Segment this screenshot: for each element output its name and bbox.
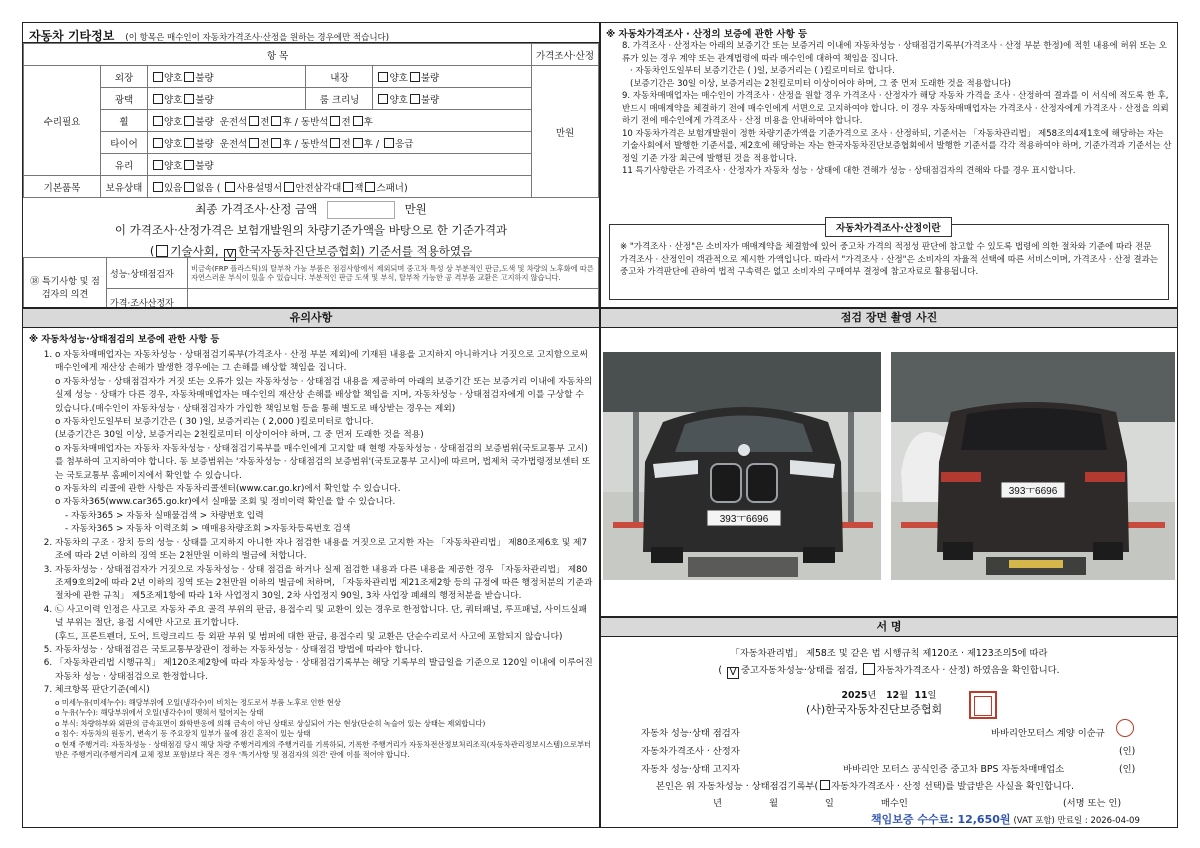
note-2: 2. 자동차의 구조 · 장치 등의 성능 · 상태를 고지하지 아니한 자나 점검한 내용을 거짓으로 고지한 자는 「자동차관리법」 제80조제6호 및 제7조에 따라 2년 이하의 징역 또는 2천만원 이하의 벌금에 처합니다. <box>55 537 593 564</box>
tire-bad-checkbox[interactable] <box>184 138 194 148</box>
final-price-unit: 만원 <box>404 202 427 216</box>
rear-plate-text: 393ㅜ6696 <box>1008 486 1058 497</box>
glass-good-checkbox[interactable] <box>153 160 163 170</box>
opt-good: 양호 <box>164 160 183 172</box>
possession-options: 있음 없음 ( 사용설명서 안전삼각대 잭 스패너) <box>148 176 532 198</box>
row-glossy: 광택 <box>101 88 148 110</box>
wheel-pass-rear-checkbox[interactable] <box>353 116 363 126</box>
rear-car-image <box>891 352 1175 580</box>
possess-yes: 있음 <box>164 182 183 194</box>
triangle-label: 안전삼각대 <box>295 182 342 194</box>
front-plate-text: 393ㅜ6696 <box>719 514 769 525</box>
price-value-cell: 만원 <box>532 66 599 198</box>
front-car-image <box>603 352 881 580</box>
sig-pricing-checkbox[interactable] <box>863 663 875 675</box>
room-bad-checkbox[interactable] <box>410 94 420 104</box>
opt-bad: 불량 <box>195 160 214 172</box>
note-7d: o 침수: 자동차의 원동기, 변속기 등 주요장치 일부가 물에 잠긴 흔적이 있는 상태 <box>55 729 311 739</box>
note-1c: o 자동차인도일부터 보증기간은 ( 30 )일, 보증거리는 ( 2,000 )킬로미터로 합니다. <box>55 417 374 428</box>
price-definition-title: 자동차가격조사·산정이란 <box>825 217 952 237</box>
front-car-photo <box>603 352 881 580</box>
sig-buyer-day: 일 <box>824 798 834 809</box>
sig-buyer-year: 년 <box>713 798 722 809</box>
sig-month-unit: 월 <box>899 690 909 701</box>
opt-good: 양호 <box>164 72 183 84</box>
final-price-row <box>23 199 599 220</box>
note-1e: o 자동차매매업자는 자동차 자동차성능 · 상태점검기록부를 매수인에게 고지할 때 현행 자동차성능 · 상태점검의 보증범위(국토교통부 고시)를 첨부하여 고지하여야 합니다. 동 보증범위는 '자동차성능 · 상태점검의 보증범위'(국토교통부 고시)에 따르며, 법제처 국가법령정보센터 또는 국토교통부 홈페이지에서 확인할 수 있습니다. <box>55 443 591 481</box>
wheel-driver-front-checkbox[interactable] <box>249 116 259 126</box>
signature-section <box>600 636 1178 828</box>
tire-pass-rear-checkbox[interactable] <box>353 138 363 148</box>
price-definition-text: ※ "가격조사 · 산정"은 소비자가 매매계약을 체결함에 있어 중고차 가격의 적정성 판단에 참고할 수 있도록 법령에 의한 절차와 기준에 따라 전문 가격조사 · 산정인이 객관적으로 제시한 가액입니다. 따라서 "가격조사 · 산정"은 소비자의 자율적 선택에 따른 서비스이며, 가격조사 · 산정 결과는 중고차 가격판단에 관하여 법적 구속력은 없고 소비자의 구매여부 결정에 참고자료로 활용됩니다. <box>620 242 1158 277</box>
opt-bad: 불량 <box>195 94 214 106</box>
note-4a: 4. ㉡ 사고이력 인정은 사고로 자동차 주요 골격 부위의 판금, 용접수리 및 교환이 있는 경우로 한정합니다. 단, 쿼터패널, 루프패널, 사이드실패널 부위는 절단, 용접 시에만 사고로 표기합니다. <box>55 604 587 629</box>
jack-checkbox[interactable] <box>343 182 353 192</box>
sig-pricer-seal: (인) <box>1119 746 1136 757</box>
exterior-options <box>148 66 306 88</box>
manual-checkbox[interactable] <box>225 182 235 192</box>
front-label: 전 <box>260 138 270 150</box>
front-label: 전 <box>260 116 270 128</box>
note-1f: o 자동차의 리콜에 관한 사항은 자동차리콜센터(www.car.go.kr)에서 확인할 수 있습니다. <box>55 484 401 495</box>
pg-p8c: (보증기간은 30일 이상, 보증거리는 2천킬로미터 이상이어야 하며, 그 중 먼저 도래한 것을 적용합니다) <box>630 78 1011 89</box>
tire-pass-front-checkbox[interactable] <box>330 138 340 148</box>
basis-text: 이 가격조사·산정가격은 보험개발원의 차량기준가액을 바탕으로 한 기준가격과 <box>114 223 508 237</box>
notes-section <box>22 327 600 828</box>
sig-receipt-a: 본인은 위 자동차성능 · 상태점검기록부( <box>656 781 819 792</box>
wheel-options: 양호 불량 운전석 전 후 / 동반석 전 후 <box>148 110 532 132</box>
pg-p11: 11 특기사항란은 가격조사 · 산정자가 자동차 성능 · 상태에 대한 견해가 성능 · 상태점검자의 견해와 다를 경우 표시합니다. <box>622 166 1076 176</box>
sig-buyer-line <box>713 795 1173 809</box>
driver-label: 운전석 <box>219 138 248 150</box>
pg-p10: 10 자동차가격은 보험개발원이 정한 차량기준가액을 기준가격으로 조사 · 산정하되, 기준서는 「자동차관리법」 제58조의4제1호에 해당하는 자는 기술사회에서 발행한 기준서를, 제2호에 해당하는 자는 한국자동차진단보증협회에서 발행한 기준서를 각각 적용하여야 하며, 기준가격과 기준서는 산정일 기준 가장 최근에 발행된 것을 적용합니다. <box>622 128 1172 164</box>
sig-pricer-label: 자동차가격조사 · 산정자 <box>641 746 740 757</box>
tire-options: 양호 불량 운전석 전 후 / 동반석 전 후 / 응급 <box>148 132 532 154</box>
row-glass: 유리 <box>101 154 148 176</box>
glossy-good-checkbox[interactable] <box>153 94 163 104</box>
basis-opt2-checkbox[interactable]: V <box>224 249 236 261</box>
note-7a: o 미세누유(미세누수): 해당부위에 오일(냉각수)이 비치는 정도로서 부품 노후로 인한 현상 <box>55 697 341 707</box>
spanner-label: 스패너 <box>376 182 404 194</box>
triangle-checkbox[interactable] <box>284 182 294 192</box>
notes-header: 유의사항 <box>22 308 600 328</box>
other-info-note: (이 항목은 매수인이 자동차가격조사·산정을 원하는 경우에만 적습니다) <box>125 33 390 43</box>
opinion-price-label: 가격·조사산정자 <box>107 289 188 309</box>
sig-inspector-label: 자동차 성능·상태 점검자 <box>641 728 740 739</box>
price-guarantee-body <box>606 40 1172 178</box>
sig-fee-line <box>871 811 1140 827</box>
opt-good: 양호 <box>164 116 183 128</box>
sig-date <box>601 687 1177 701</box>
note-5: 5. 자동차성능 · 상태점검은 국토교통부장관이 정하는 자동차성능 · 상태점검 방법에 따라야 합니다. <box>55 644 593 657</box>
opinion-table <box>23 257 599 308</box>
opinion-perf-text: 비금속(FRP 플라스틱)의 탈부착 가능 부품은 점검사항에서 제외되며 중고차 특성 상 부분적인 판금,도색 및 차량의 노후화에 따른 자연스러운 부식이 있을 수 있습니다. 부분적인 판금 도색 및 부식, 탈부착 가능한 공 격부품 교환은 고지하지 않습니다. <box>188 258 599 289</box>
exterior-bad-checkbox[interactable] <box>184 72 194 82</box>
sig-receipt-checkbox[interactable] <box>820 780 830 790</box>
rear-label: 후 <box>282 138 292 150</box>
note-7-title: 7. 체크항목 판단기준(예시) <box>55 685 150 696</box>
rear-label: 후 <box>282 116 292 128</box>
note-1d: (보증기간은 30일 이상, 보증거리는 2천킬로미터 이상이어야 하며, 그 중 먼저 도래한 것을 적용) <box>55 430 424 441</box>
possess-no-checkbox[interactable] <box>184 182 194 192</box>
sig-assoc: (사)한국자동차진단보증협회 <box>806 703 943 716</box>
row-interior: 내장 <box>306 66 373 88</box>
manual-label: 사용설명서 <box>236 182 283 194</box>
row-possession: 보유상태 <box>101 176 148 198</box>
sig-fee-label: 책임보증 수수료: 12,650원 <box>871 813 1011 826</box>
notes-title: ※ 자동차성능·상태점검의 보증에 관한 사항 등 <box>29 334 220 345</box>
passenger-label: 동반석 <box>300 138 329 150</box>
tire-driver-front-checkbox[interactable] <box>249 138 259 148</box>
glossy-options <box>148 88 306 110</box>
note-7-items <box>55 698 593 761</box>
sig-buyer-sign: (서명 또는 인) <box>1063 798 1122 809</box>
final-price-block <box>23 199 599 263</box>
price-guarantee-section <box>600 22 1178 308</box>
sig-notifier-seal: (인) <box>1119 764 1136 775</box>
tire-driver-rear-checkbox[interactable] <box>271 138 281 148</box>
other-info-section <box>22 22 600 308</box>
possess-no: 없음 <box>195 182 214 194</box>
sig-law-line: 「자동차관리법」 제58조 및 같은 법 시행규칙 제120조 · 제123조의5에 따라 <box>730 648 1048 659</box>
pg-p8: 8. 가격조사 · 산정자는 아래의 보증기간 또는 보증거리 이내에 자동차성능 · 상태점검기록부(가격조사 · 산정 부분 한정)에 적힌 내용에 허위 또는 오류가 있는 경우 계약 또는 관계법령에 따라 매수인에 대하여 책임을 집니다. <box>622 41 1167 64</box>
sig-fee-note: (VAT 포함) 만료일 : 2026-04-09 <box>1013 816 1140 826</box>
rear-car-photo <box>891 352 1175 580</box>
wheel-good-checkbox[interactable] <box>153 116 163 126</box>
col-item-header: 항 목 <box>24 44 532 66</box>
opt-good: 양호 <box>164 94 183 106</box>
col-price-header: 가격조사·산정 <box>532 44 599 66</box>
opinion-price-text <box>188 289 599 309</box>
interior-bad-checkbox[interactable] <box>410 72 420 82</box>
price-guarantee-title: ※ 자동차가격조사 · 산정의 보증에 관한 사항 등 <box>606 29 808 40</box>
price-definition-box <box>609 224 1169 300</box>
wheel-driver-rear-checkbox[interactable] <box>271 116 281 126</box>
note-1h: - 자동차365 > 자동차 실매물검색 > 차량번호 입력 <box>65 510 264 521</box>
note-4 <box>55 604 593 644</box>
glass-options <box>148 154 532 176</box>
sig-year-unit: 년 <box>867 690 877 701</box>
notes-list <box>29 349 593 761</box>
glass-bad-checkbox[interactable] <box>184 160 194 170</box>
note-3: 3. 자동차성능 · 상태점검자가 거짓으로 자동차성능 · 상태 점검을 하거나 실제 점검한 내용과 다른 내용을 제공한 경우 「자동차관리법」 제80조제9호의2에 따라 2년 이하의 징역 또는 2천만원 이하의 벌금에 처하며, 「자동차관리법 제21조제2항 등의 규정에 따른 행정처분의 기준과 절차에 관한 규칙」 제5조제1항에 따라 1차 사업정지 30일, 2차 사업정지 90일, 3차 사업장 폐쇄의 행정처분을 받습니다. <box>55 564 593 604</box>
final-price-input[interactable] <box>327 201 395 219</box>
rear-label: 후 <box>363 138 373 150</box>
sig-notifier-name: 바바리안 모터스 공식인증 중고차 BPS 자동차매매업소 <box>843 764 1065 775</box>
opt-good: 양호 <box>389 94 408 106</box>
final-price-label: 최종 가격조사·산정 금액 <box>195 202 318 216</box>
sig-receipt-b: 자동차가격조사 · 산정 선택)를 발급받은 사실을 확인합니다. <box>831 781 1074 792</box>
opinion-perf-label: 성능·상태점검자 <box>107 258 188 289</box>
jack-label: 잭 <box>354 182 364 194</box>
opt-bad: 불량 <box>195 138 214 150</box>
basis-opt1-label: 기술사회 <box>170 244 215 258</box>
front-label: 전 <box>341 138 351 150</box>
note-7 <box>55 684 593 760</box>
interior-good-checkbox[interactable] <box>378 72 388 82</box>
note-7e: o 현재 주행거리: 자동차성능 · 상태점검 당시 해당 차량 주행거리계의 주행거리를 기록하되, 기록한 주행거리가 자동차전산정보처리조직(자동차관리정보시스템)으로부터 받은 주행거리(주행거리계 교체 정보 포함)보다 적은 경우 '특기사항 및 점검자의 의견' 란에 이를 적어야 합니다. <box>55 739 592 760</box>
note-7b: o 누유(누수): 해당부위에서 오일(냉각수)이 맺혀서 떨어지는 상태 <box>55 708 264 718</box>
note-1 <box>55 349 593 537</box>
repair-needed-label: 수리필요 <box>24 66 101 176</box>
note-6: 6. 「자동차관리법 시행규칙」 제120조제2항에 따라 자동차성능 · 상태점검기록부는 해당 기록부의 발급일을 기준으로 120일 이내에 이루어진 자동차 성능 · 상태점검으로 한정합니다. <box>55 657 593 684</box>
note-7c: o 부식: 차량하부와 외판의 금속표면이 화학반응에 의해 금속이 아닌 상태로 상실되어 가는 현상(단순히 녹슬어 있는 상태는 제외합니다) <box>55 718 486 728</box>
opt-bad: 불량 <box>195 116 214 128</box>
row-wheel: 휠 <box>101 110 148 132</box>
tire-emergency-checkbox[interactable] <box>384 138 394 148</box>
tire-good-checkbox[interactable] <box>153 138 163 148</box>
room-cleaning-options <box>373 88 532 110</box>
sig-month: 12 <box>886 690 900 701</box>
sig-receipt-line <box>656 778 1074 792</box>
opt-bad: 불량 <box>420 94 440 106</box>
sig-inspection-checkbox[interactable]: V <box>727 667 739 679</box>
possess-yes-checkbox[interactable] <box>153 182 163 192</box>
inspector-seal-icon <box>1116 719 1134 737</box>
emergency-label: 응급 <box>395 138 414 150</box>
opinion-label: ⑱ 특기사항 및 점검자의 의견 <box>24 258 107 309</box>
pg-p9: 9. 자동차매매업자는 매수인이 가격조사 · 산정을 원할 경우 가격조사 · 산정자가 해당 자동차 가격을 조사 · 산정하여 결과를 이 서식에 적도록 한 후, 반드시 매매계약을 체결하기 전에 매수인에게 서면으로 고지하여야 합니다. 이 경우 자동차매매업자는 가격조사 · 산정자에게 가격조사 · 산정을 의뢰하기 전에 매수인에게 가격조사 · 산정 비용을 안내하여야 합니다. <box>622 91 1169 126</box>
opt-bad: 불량 <box>420 72 440 84</box>
row-room-cleaning: 룸 크리닝 <box>306 88 373 110</box>
interior-options <box>373 66 532 88</box>
row-tire: 타이어 <box>101 132 148 154</box>
room-good-checkbox[interactable] <box>378 94 388 104</box>
other-info-table <box>23 43 599 198</box>
note-1b: o 자동차성능 · 상태점검자가 거짓 또는 오류가 있는 자동차성능 · 상태점검 내용을 제공하여 아래의 보증기간 또는 보증거리 이내에 자동차의 실제 성능 · 상태가 다른 경우, 자동차매매업자는 매수인의 재산상 손해를 배상할 책임을 지며, 자동차성능 · 상태점검자에게 이를 구상할 수 있습니다.(매수인이 자동차성능 · 상태점검자가 가입한 책임보험 등을 통해 별도로 배상받는 경우는 제외) <box>55 376 593 414</box>
sig-inspector-name: 바바리안모터스 계양 이순규 <box>991 728 1105 739</box>
sig-year: 2025 <box>841 690 868 701</box>
sig-confirm-line: ( V 중고자동차성능·상태를 점검, 자동차가격조사 · 산정) 하였음을 확인합니다. <box>718 665 1060 678</box>
note-1a: 1. o 자동차매매업자는 자동차성능 · 상태점검기록부(가격조사 · 산정 부분 제외)에 기재된 내용을 고지하지 아니하거나 거짓으로 고지함으로써 매수인에게 재산상 손해가 발생한 경우에는 그 손해를 배상할 책임을 집니다. <box>55 350 588 374</box>
sig-buyer-label: 매수인 <box>880 798 908 809</box>
sig-notifier-label: 자동차 성능·상태 고지자 <box>641 764 740 775</box>
other-info-title: 자동차 기타정보 <box>29 29 115 43</box>
spanner-checkbox[interactable] <box>365 182 375 192</box>
sig-day-unit: 일 <box>927 690 937 701</box>
opt-good: 양호 <box>389 72 408 84</box>
sig-confirm-b: 자동차가격조사 · 산정) 하였음을 확인합니다. <box>876 665 1060 676</box>
other-info-title-bar <box>23 23 599 43</box>
basis-tail: ) 기준서를 적용하였음 <box>360 244 473 258</box>
note-4b: (후드, 프론트펜더, 도어, 트렁크리드 등 외판 부위 및 범퍼에 대한 판금, 용접수리 및 교환은 단순수리로서 사고에 포함되지 않습니다) <box>55 631 563 642</box>
sig-buyer-month: 월 <box>768 798 778 809</box>
assoc-seal-icon <box>969 691 997 719</box>
front-label: 전 <box>341 116 351 128</box>
basis-opt2-label: 한국자동차진단보증협회 <box>238 244 361 258</box>
driver-label: 운전석 <box>219 116 248 128</box>
note-1g: o 자동차365(www.car365.go.kr)에서 실매물 조회 및 정비이력 확인을 할 수 있습니다. <box>55 497 396 508</box>
pg-p8b: · 자동차인도일부터 보증기간은 ( )일, 보증거리는 ( )킬로미터로 합니다. <box>630 66 895 76</box>
note-1i: - 자동차365 > 자동차 이력조회 > 매매용차량조회 >자동차등록번호 검색 <box>65 524 351 535</box>
passenger-label: 동반석 <box>300 116 329 128</box>
opt-bad: 불량 <box>195 72 214 84</box>
row-exterior: 외장 <box>101 66 148 88</box>
basis-options: ( 기술사회, V 한국자동차진단보증협회) 기준서를 적용하였음 <box>149 244 473 260</box>
opt-good: 양호 <box>164 138 183 150</box>
wheel-bad-checkbox[interactable] <box>184 116 194 126</box>
photos-header: 점검 장면 촬영 사진 <box>600 308 1178 328</box>
glossy-bad-checkbox[interactable] <box>184 94 194 104</box>
sig-confirm-a: 중고자동차성능·상태를 점검, <box>740 665 858 676</box>
basic-items-label: 기본품목 <box>24 176 101 198</box>
basis-opt1-checkbox[interactable] <box>156 245 168 257</box>
wheel-pass-front-checkbox[interactable] <box>330 116 340 126</box>
rear-label: 후 <box>363 116 373 128</box>
exterior-good-checkbox[interactable] <box>153 72 163 82</box>
signature-header: 서 명 <box>600 617 1178 637</box>
sig-day: 11 <box>914 690 928 701</box>
